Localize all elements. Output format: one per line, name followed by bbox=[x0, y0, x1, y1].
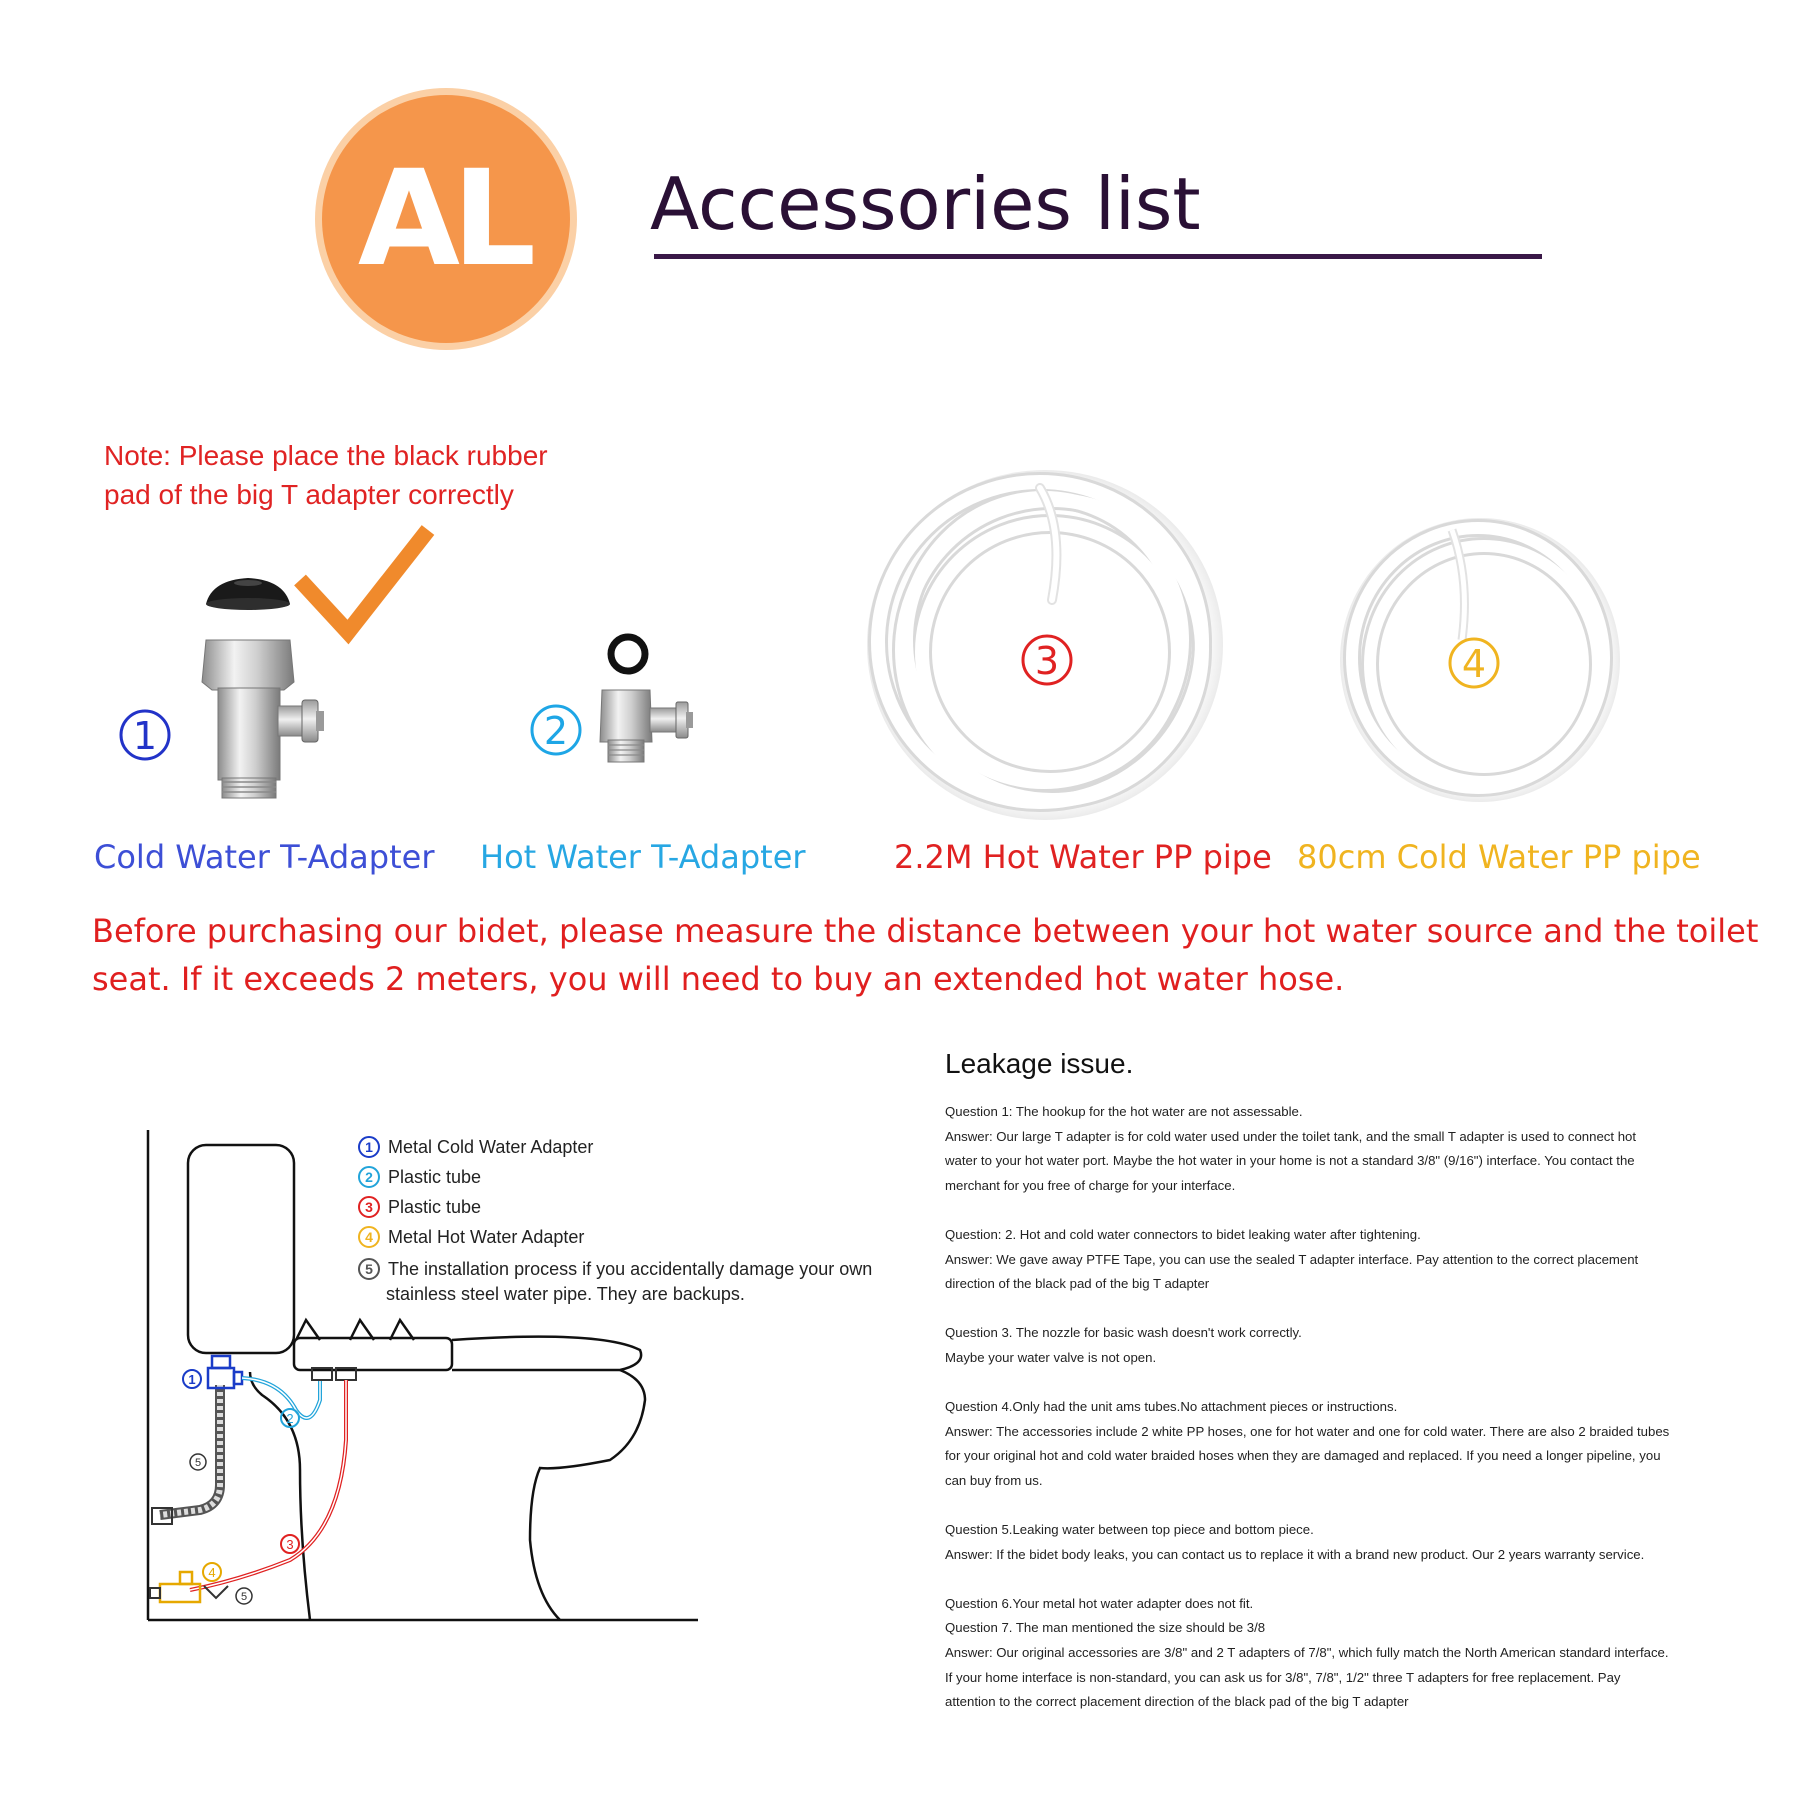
diagram-marker-5-upper bbox=[190, 1454, 206, 1470]
svg-text:5: 5 bbox=[240, 1591, 248, 1603]
diagram-marker-4 bbox=[203, 1563, 221, 1581]
al-logo-badge bbox=[322, 95, 570, 343]
faq-line: Answer: If the bidet body leaks, you can contact us to replace it with a brand new product. Our 2 years warranty service. bbox=[945, 1546, 1645, 1562]
marker-4-text: 4 bbox=[1461, 642, 1487, 686]
marker-3-text: 3 bbox=[1034, 639, 1060, 683]
faq-line: Question 4.Only had the unit ams tubes.No attachment pieces or instructions. bbox=[945, 1399, 1398, 1415]
note-line-2: pad of the big T adapter correctly bbox=[104, 479, 514, 510]
diagram-marker-3 bbox=[281, 1535, 299, 1553]
hot-plastic-tube bbox=[190, 1380, 346, 1590]
marker-1-text: 1 bbox=[132, 714, 158, 758]
product-label-cold-water-pp-pipe: 80cm Cold Water PP pipe bbox=[1297, 838, 1701, 876]
legend-item-5 bbox=[358, 1258, 872, 1280]
diagram-marker-5-lower bbox=[236, 1588, 252, 1604]
legend-label-2: Plastic tube bbox=[388, 1166, 482, 1187]
faq-line: Question 1: The hookup for the hot water are not assessable. bbox=[945, 1104, 1303, 1119]
legend-item-4 bbox=[358, 1226, 584, 1248]
svg-text:4: 4 bbox=[208, 1565, 216, 1580]
faq-line: Answer: The accessories include 2 white PP hoses, one for hot water and one for cold water. There are also 2 braided tubes bbox=[945, 1423, 1670, 1439]
faq-title: Leakage issue. bbox=[945, 1048, 1134, 1079]
faq-line: merchant for you free of charge for your interface. bbox=[945, 1177, 1236, 1193]
warning-line-2: seat. If it exceeds 2 meters, you will need to buy an extended hot water hose. bbox=[92, 960, 1345, 998]
svg-text:5: 5 bbox=[194, 1457, 202, 1469]
faq-spacer bbox=[945, 1297, 1730, 1322]
legend-item-1 bbox=[358, 1136, 593, 1158]
faq-spacer bbox=[945, 1494, 1730, 1519]
svg-text:3: 3 bbox=[286, 1537, 294, 1552]
diagram-marker-1 bbox=[183, 1370, 201, 1388]
check-mark-icon bbox=[300, 530, 428, 632]
legend-number-1: 1 bbox=[358, 1136, 380, 1158]
product-label-hot-water-t-adapter: Hot Water T-Adapter bbox=[480, 838, 806, 876]
faq-line: Question 6.Your metal hot water adapter does not fit. bbox=[945, 1595, 1254, 1611]
faq-line: direction of the black pad of the big T adapter bbox=[945, 1276, 1210, 1292]
faq-line: attention to the correct placement direction of the black pad of the big T adapter bbox=[945, 1694, 1409, 1710]
cold-adapter-icon bbox=[208, 1356, 242, 1388]
product-illustrations bbox=[0, 460, 1800, 840]
svg-text:1: 1 bbox=[188, 1372, 196, 1387]
faq-list bbox=[945, 1100, 1730, 1715]
faq-line: Answer: We gave away PTFE Tape, you can use the sealed T adapter interface. Pay attention to the correct placement bbox=[945, 1251, 1639, 1267]
product-label-hot-water-pp-pipe: 2.2M Hot Water PP pipe bbox=[894, 838, 1272, 876]
marker-2-text: 2 bbox=[543, 709, 569, 753]
legend-number-2: 2 bbox=[358, 1166, 380, 1188]
diagram-marker-2 bbox=[281, 1409, 299, 1427]
faq-spacer bbox=[945, 1567, 1730, 1592]
faq-line: Question 5.Leaking water between top piece and bottom piece. bbox=[945, 1522, 1314, 1538]
faq-line: If your home interface is non-standard, you can ask us for 3/8", 7/8", 1/2" three T adapters for free replacement. Pay bbox=[945, 1669, 1621, 1685]
title-underline bbox=[654, 254, 1542, 259]
faq-line: Maybe your water valve is not open. bbox=[945, 1349, 1157, 1365]
note-line-1: Note: Please place the black rubber bbox=[104, 440, 548, 471]
faq-line: Answer: Our original accessories are 3/8" and 2 T adapters of 7/8", which fully match the North American standard interface. bbox=[945, 1645, 1669, 1661]
faq-spacer bbox=[945, 1198, 1730, 1223]
svg-text:2: 2 bbox=[286, 1411, 294, 1426]
legend-item-3 bbox=[358, 1196, 481, 1218]
faq-line: Answer: Our large T adapter is for cold water used under the toilet tank, and the small T adapter is used to connect hot bbox=[945, 1128, 1637, 1144]
cold-water-t-adapter-icon bbox=[202, 640, 324, 798]
faq-spacer bbox=[945, 1371, 1730, 1396]
hot-water-t-adapter-icon bbox=[600, 690, 693, 762]
legend-label-4: Metal Hot Water Adapter bbox=[388, 1226, 585, 1247]
legend-label-1: Metal Cold Water Adapter bbox=[388, 1136, 594, 1157]
faq-line: Question 7. The man mentioned the size should be 3/8 bbox=[945, 1620, 1266, 1636]
o-ring-icon bbox=[611, 637, 645, 671]
legend-item-2 bbox=[358, 1166, 481, 1188]
faq-line: can buy from us. bbox=[945, 1472, 1043, 1488]
legend-number-3: 3 bbox=[358, 1196, 380, 1218]
page-title: Accessories list bbox=[650, 162, 1201, 246]
faq-line: Question 3. The nozzle for basic wash doesn't work correctly. bbox=[945, 1325, 1302, 1341]
legend-item-5-continued: stainless steel water pipe. They are backups. bbox=[386, 1284, 745, 1304]
faq-line: for your original hot and cold water braided hoses when they are damaged and replaced. If you need a longer pipeline, you bbox=[945, 1448, 1661, 1464]
product-label-cold-water-t-adapter: Cold Water T-Adapter bbox=[94, 838, 435, 876]
legend-number-4: 4 bbox=[358, 1226, 380, 1248]
warning-line-1: Before purchasing our bidet, please measure the distance between your hot water source and the toilet bbox=[92, 912, 1759, 950]
black-rubber-pad-icon bbox=[206, 578, 290, 610]
faq-line: water to your hot water port. Maybe the hot water in your home is not a standard 3/8" (9/16") interface. You contact the bbox=[945, 1153, 1635, 1169]
braided-hose-icon bbox=[152, 1385, 220, 1524]
legend-number-5: 5 bbox=[358, 1258, 380, 1280]
logo-text: AL bbox=[357, 142, 529, 296]
legend-label-3: Plastic tube bbox=[388, 1196, 482, 1217]
faq-line: Question: 2. Hot and cold water connectors to bidet leaking water after tightening. bbox=[945, 1226, 1421, 1242]
legend-label-5: The installation process if you accidentally damage your own bbox=[388, 1258, 873, 1279]
hot-adapter-icon bbox=[150, 1572, 228, 1602]
